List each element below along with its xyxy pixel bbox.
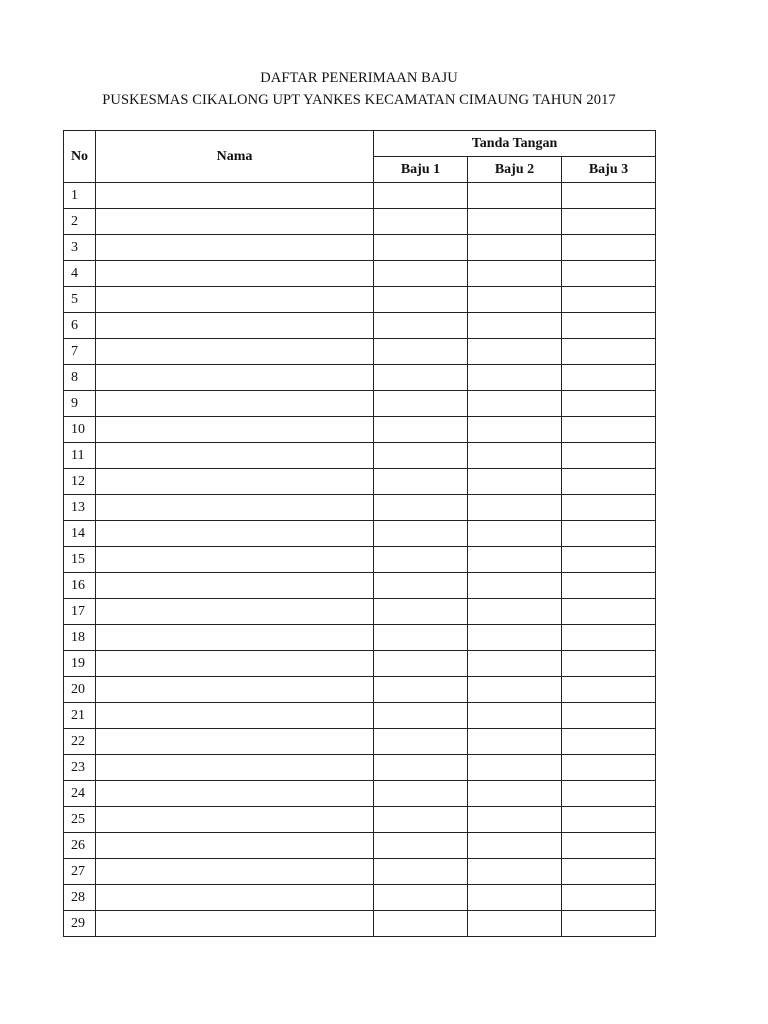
table-row	[64, 417, 656, 443]
baju-2-signature-cell	[468, 573, 562, 599]
baju-2-signature-cell	[468, 807, 562, 833]
row-number: 9	[64, 391, 96, 417]
baju-3-signature-cell	[562, 469, 656, 495]
row-number: 17	[64, 599, 96, 625]
table-row	[64, 729, 656, 755]
baju-2-signature-cell	[468, 703, 562, 729]
row-number: 29	[64, 911, 96, 937]
baju-2-signature-cell	[468, 495, 562, 521]
header-no: No	[64, 131, 96, 183]
row-number: 1	[64, 183, 96, 209]
baju-1-signature-cell	[374, 755, 468, 781]
document-subtitle: PUSKESMAS CIKALONG UPT YANKES KECAMATAN CIMAUNG TAHUN 2017	[102, 92, 616, 108]
recipient-table	[63, 130, 656, 937]
row-number: 8	[64, 365, 96, 391]
baju-1-signature-cell	[374, 209, 468, 235]
row-number: 6	[64, 313, 96, 339]
row-number: 10	[64, 417, 96, 443]
baju-2-signature-cell	[468, 599, 562, 625]
name-cell	[96, 287, 374, 313]
baju-1-signature-cell	[374, 885, 468, 911]
baju-1-signature-cell	[374, 235, 468, 261]
row-number: 28	[64, 885, 96, 911]
row-number: 26	[64, 833, 96, 859]
row-number: 19	[64, 651, 96, 677]
baju-1-signature-cell	[374, 911, 468, 937]
table-row	[64, 391, 656, 417]
baju-2-signature-cell	[468, 755, 562, 781]
table-row	[64, 651, 656, 677]
table-row	[64, 781, 656, 807]
baju-3-signature-cell	[562, 729, 656, 755]
baju-2-signature-cell	[468, 911, 562, 937]
row-number: 5	[64, 287, 96, 313]
name-cell	[96, 339, 374, 365]
baju-3-signature-cell	[562, 183, 656, 209]
baju-2-signature-cell	[468, 391, 562, 417]
name-cell	[96, 677, 374, 703]
name-cell	[96, 235, 374, 261]
table-row	[64, 677, 656, 703]
baju-3-signature-cell	[562, 443, 656, 469]
baju-2-signature-cell	[468, 235, 562, 261]
baju-3-signature-cell	[562, 755, 656, 781]
baju-1-signature-cell	[374, 391, 468, 417]
baju-3-signature-cell	[562, 495, 656, 521]
baju-3-signature-cell	[562, 235, 656, 261]
row-number: 22	[64, 729, 96, 755]
table-row	[64, 755, 656, 781]
baju-2-signature-cell	[468, 885, 562, 911]
name-cell	[96, 495, 374, 521]
baju-3-signature-cell	[562, 651, 656, 677]
baju-1-signature-cell	[374, 547, 468, 573]
name-cell	[96, 755, 374, 781]
table-row	[64, 833, 656, 859]
baju-3-signature-cell	[562, 833, 656, 859]
table-row	[64, 703, 656, 729]
baju-2-signature-cell	[468, 859, 562, 885]
name-cell	[96, 833, 374, 859]
baju-1-signature-cell	[374, 521, 468, 547]
header-baju-3: Baju 3	[562, 157, 656, 183]
header-tanda-tangan: Tanda Tangan	[374, 131, 656, 157]
name-cell	[96, 261, 374, 287]
table-row	[64, 885, 656, 911]
baju-3-signature-cell	[562, 365, 656, 391]
table-row	[64, 495, 656, 521]
row-number: 24	[64, 781, 96, 807]
baju-1-signature-cell	[374, 833, 468, 859]
baju-2-signature-cell	[468, 287, 562, 313]
baju-2-signature-cell	[468, 339, 562, 365]
table-row	[64, 235, 656, 261]
baju-3-signature-cell	[562, 677, 656, 703]
row-number: 25	[64, 807, 96, 833]
baju-3-signature-cell	[562, 625, 656, 651]
baju-3-signature-cell	[562, 703, 656, 729]
row-number: 21	[64, 703, 96, 729]
baju-1-signature-cell	[374, 781, 468, 807]
row-number: 12	[64, 469, 96, 495]
baju-1-signature-cell	[374, 469, 468, 495]
table-row	[64, 469, 656, 495]
name-cell	[96, 209, 374, 235]
name-cell	[96, 183, 374, 209]
row-number: 15	[64, 547, 96, 573]
row-number: 2	[64, 209, 96, 235]
name-cell	[96, 625, 374, 651]
table-row	[64, 339, 656, 365]
baju-3-signature-cell	[562, 807, 656, 833]
baju-3-signature-cell	[562, 885, 656, 911]
baju-3-signature-cell	[562, 599, 656, 625]
baju-1-signature-cell	[374, 729, 468, 755]
baju-3-signature-cell	[562, 573, 656, 599]
baju-2-signature-cell	[468, 417, 562, 443]
baju-2-signature-cell	[468, 313, 562, 339]
table-row	[64, 443, 656, 469]
document-title: DAFTAR PENERIMAAN BAJU	[260, 70, 458, 86]
row-number: 18	[64, 625, 96, 651]
baju-3-signature-cell	[562, 261, 656, 287]
baju-1-signature-cell	[374, 313, 468, 339]
baju-2-signature-cell	[468, 443, 562, 469]
baju-3-signature-cell	[562, 391, 656, 417]
baju-2-signature-cell	[468, 183, 562, 209]
name-cell	[96, 781, 374, 807]
baju-1-signature-cell	[374, 365, 468, 391]
table-row	[64, 261, 656, 287]
name-cell	[96, 547, 374, 573]
name-cell	[96, 365, 374, 391]
baju-3-signature-cell	[562, 547, 656, 573]
baju-1-signature-cell	[374, 677, 468, 703]
table-row	[64, 183, 656, 209]
table-row	[64, 911, 656, 937]
baju-1-signature-cell	[374, 183, 468, 209]
baju-3-signature-cell	[562, 911, 656, 937]
header-nama: Nama	[96, 131, 374, 183]
name-cell	[96, 911, 374, 937]
name-cell	[96, 521, 374, 547]
baju-3-signature-cell	[562, 521, 656, 547]
name-cell	[96, 573, 374, 599]
table-row	[64, 365, 656, 391]
baju-1-signature-cell	[374, 859, 468, 885]
baju-3-signature-cell	[562, 209, 656, 235]
baju-2-signature-cell	[468, 365, 562, 391]
baju-1-signature-cell	[374, 443, 468, 469]
baju-3-signature-cell	[562, 287, 656, 313]
baju-1-signature-cell	[374, 573, 468, 599]
row-number: 27	[64, 859, 96, 885]
baju-2-signature-cell	[468, 261, 562, 287]
name-cell	[96, 885, 374, 911]
table-row	[64, 807, 656, 833]
baju-1-signature-cell	[374, 339, 468, 365]
table-row	[64, 859, 656, 885]
baju-2-signature-cell	[468, 547, 562, 573]
baju-2-signature-cell	[468, 833, 562, 859]
name-cell	[96, 417, 374, 443]
table-row	[64, 599, 656, 625]
baju-1-signature-cell	[374, 651, 468, 677]
name-cell	[96, 391, 374, 417]
row-number: 16	[64, 573, 96, 599]
table-row	[64, 209, 656, 235]
baju-2-signature-cell	[468, 469, 562, 495]
row-number: 11	[64, 443, 96, 469]
baju-1-signature-cell	[374, 625, 468, 651]
baju-2-signature-cell	[468, 651, 562, 677]
baju-3-signature-cell	[562, 339, 656, 365]
row-number: 3	[64, 235, 96, 261]
baju-3-signature-cell	[562, 781, 656, 807]
header-baju-1: Baju 1	[374, 157, 468, 183]
table-row	[64, 625, 656, 651]
baju-3-signature-cell	[562, 417, 656, 443]
baju-1-signature-cell	[374, 703, 468, 729]
row-number: 14	[64, 521, 96, 547]
baju-2-signature-cell	[468, 209, 562, 235]
name-cell	[96, 651, 374, 677]
baju-1-signature-cell	[374, 807, 468, 833]
row-number: 4	[64, 261, 96, 287]
baju-2-signature-cell	[468, 781, 562, 807]
baju-2-signature-cell	[468, 729, 562, 755]
row-number: 7	[64, 339, 96, 365]
table-row	[64, 287, 656, 313]
name-cell	[96, 703, 374, 729]
name-cell	[96, 807, 374, 833]
name-cell	[96, 599, 374, 625]
name-cell	[96, 443, 374, 469]
baju-1-signature-cell	[374, 495, 468, 521]
row-number: 20	[64, 677, 96, 703]
name-cell	[96, 469, 374, 495]
table-row	[64, 547, 656, 573]
table-row	[64, 573, 656, 599]
baju-1-signature-cell	[374, 599, 468, 625]
table-row	[64, 521, 656, 547]
name-cell	[96, 859, 374, 885]
baju-2-signature-cell	[468, 677, 562, 703]
baju-2-signature-cell	[468, 521, 562, 547]
row-number: 13	[64, 495, 96, 521]
baju-1-signature-cell	[374, 417, 468, 443]
baju-3-signature-cell	[562, 313, 656, 339]
baju-2-signature-cell	[468, 625, 562, 651]
baju-1-signature-cell	[374, 287, 468, 313]
row-number: 23	[64, 755, 96, 781]
baju-1-signature-cell	[374, 261, 468, 287]
name-cell	[96, 313, 374, 339]
name-cell	[96, 729, 374, 755]
baju-3-signature-cell	[562, 859, 656, 885]
table-row	[64, 313, 656, 339]
header-baju-2: Baju 2	[468, 157, 562, 183]
